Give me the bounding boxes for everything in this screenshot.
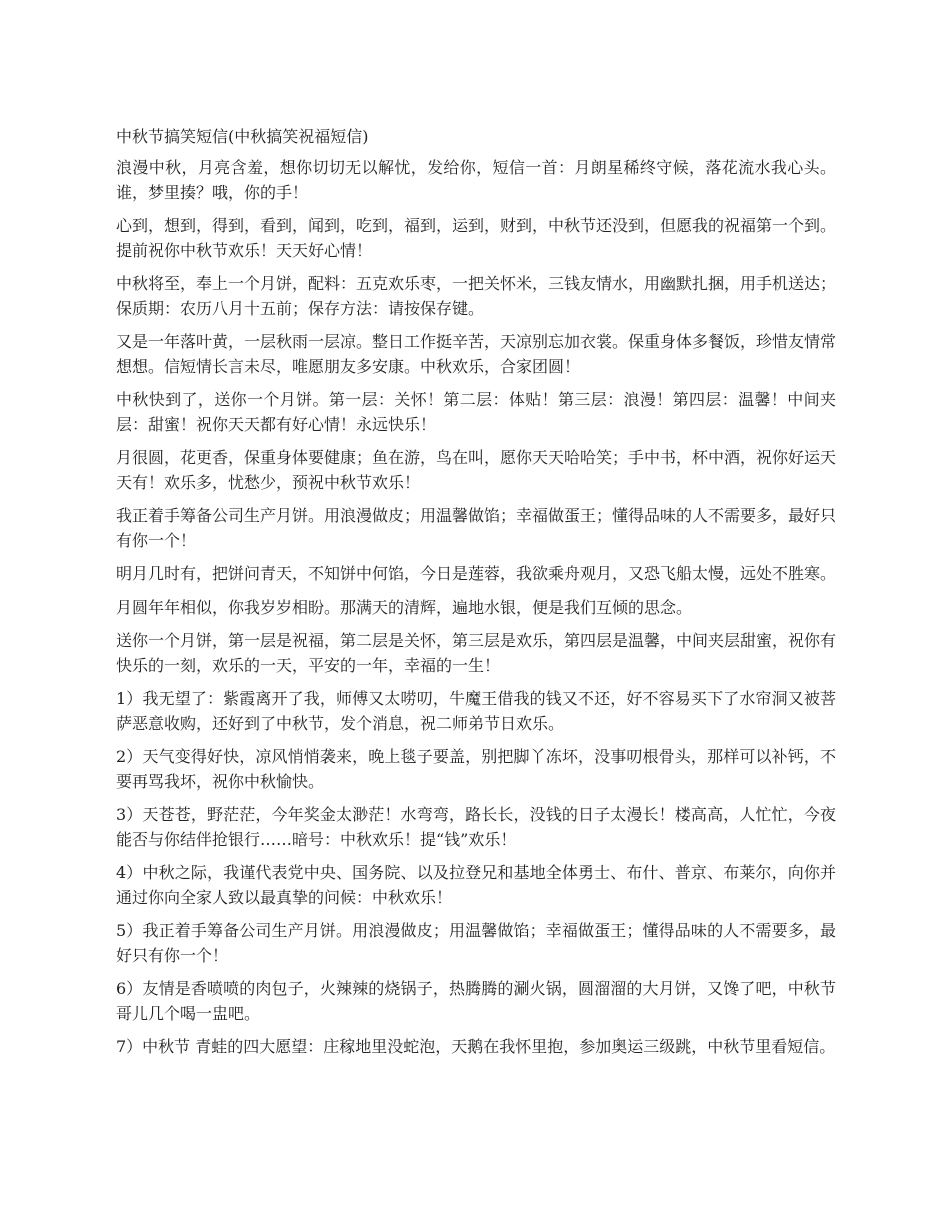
numbered-paragraph: 4）中秋之际，我谨代表党中央、国务院、以及拉登兄和基地全体勇士、布什、普京、布莱尔，向你并通过你向全家人致以最真挚的问候：中秋欢乐！ <box>116 863 836 907</box>
paragraph: 中秋快到了，送你一个月饼。第一层：关怀！第二层：体贴！第三层：浪漫！第四层：温馨！中间夹层：甜蜜！祝你天天都有好心情！永远快乐！ <box>116 390 836 434</box>
paragraph: 月圆年年相似，你我岁岁相盼。那满天的清辉，遍地水银，便是我们互倾的思念。 <box>116 597 693 617</box>
numbered-paragraph: 2）天气变得好快，凉风悄悄袭来，晚上毯子要盖，别把脚丫冻坏，没事叨根骨头，那样可以补钙，不要再骂我坏，祝你中秋愉快。 <box>116 747 836 791</box>
paragraph: 送你一个月饼，第一层是祝福，第二层是关怀，第三层是欢乐，第四层是温馨，中间夹层甜蜜，祝你有快乐的一刻，欢乐的一天，平安的一年，幸福的一生！ <box>116 631 837 675</box>
document-body <box>116 126 836 1069</box>
paragraph: 我正着手筹备公司生产月饼。用浪漫做皮；用温馨做馅；幸福做蛋王；懂得品味的人不需要多，最好只有你一个！ <box>116 506 837 550</box>
document-title: 中秋节搞笑短信(中秋搞笑祝福短信) <box>116 127 369 146</box>
numbered-paragraph: 6）友情是香喷喷的肉包子，火辣辣的烧锅子，热腾腾的涮火锅，圆溜溜的大月饼，又馋了吧，中秋节哥儿几个喝一盅吧。 <box>116 979 836 1023</box>
numbered-paragraph: 7）中秋节 青蛙的四大愿望：庄稼地里没蛇泡，天鹅在我怀里抱，参加奥运三级跳，中秋节里看短信。 <box>116 1037 836 1056</box>
paragraph: 中秋将至，奉上一个月饼，配料：五克欢乐枣，一把关怀米，三钱友情水，用幽默扎捆，用手机送达；保质期：农历八月十五前；保存方法：请按保存键。 <box>116 274 837 318</box>
numbered-paragraph: 1）我无望了：紫霞离开了我，师傅又太唠叨，牛魔王借我的钱又不还，好不容易买下了水帘洞又被菩萨恶意收购，还好到了中秋节，发个消息，祝二师弟节日欢乐。 <box>116 689 836 733</box>
paragraph: 明月几时有，把饼问青天，不知饼中何馅，今日是莲蓉，我欲乘舟观月，又恐飞船太慢，远处不胜寒。 <box>116 564 837 583</box>
numbered-paragraph: 3）天苍苍，野茫茫，今年奖金太渺茫！水弯弯，路长长，没钱的日子太漫长！楼高高，人忙忙，今夜能否与你结伴抢银行……暗号：中秋欢乐！提“钱”欢乐！ <box>116 805 836 849</box>
paragraph: 心到，想到，得到，看到，闻到，吃到，福到，运到，财到，中秋节还没到，但愿我的祝福第一个到。提前祝你中秋节欢乐！天天好心情！ <box>116 216 837 260</box>
paragraph: 又是一年落叶黄，一层秋雨一层凉。整日工作挺辛苦，天凉别忘加衣裳。保重身体多餐饭，珍惜友情常想想。信短情长言未尽，唯愿朋友多安康。中秋欢乐，合家团圆！ <box>116 332 837 376</box>
paragraph: 浪漫中秋，月亮含羞，想你切切无以解忧，发给你，短信一首：月朗星稀终守候，落花流水我心头。谁，梦里揍？哦，你的手！ <box>116 158 836 202</box>
numbered-paragraph: 5）我正着手筹备公司生产月饼。用浪漫做皮；用温馨做馅；幸福做蛋王；懂得品味的人不需要多，最好只有你一个！ <box>116 921 836 965</box>
paragraph: 月很圆，花更香，保重身体要健康；鱼在游，鸟在叫，愿你天天哈哈笑；手中书，杯中酒，祝你好运天天有！欢乐多，忧愁少，预祝中秋节欢乐！ <box>116 448 837 492</box>
